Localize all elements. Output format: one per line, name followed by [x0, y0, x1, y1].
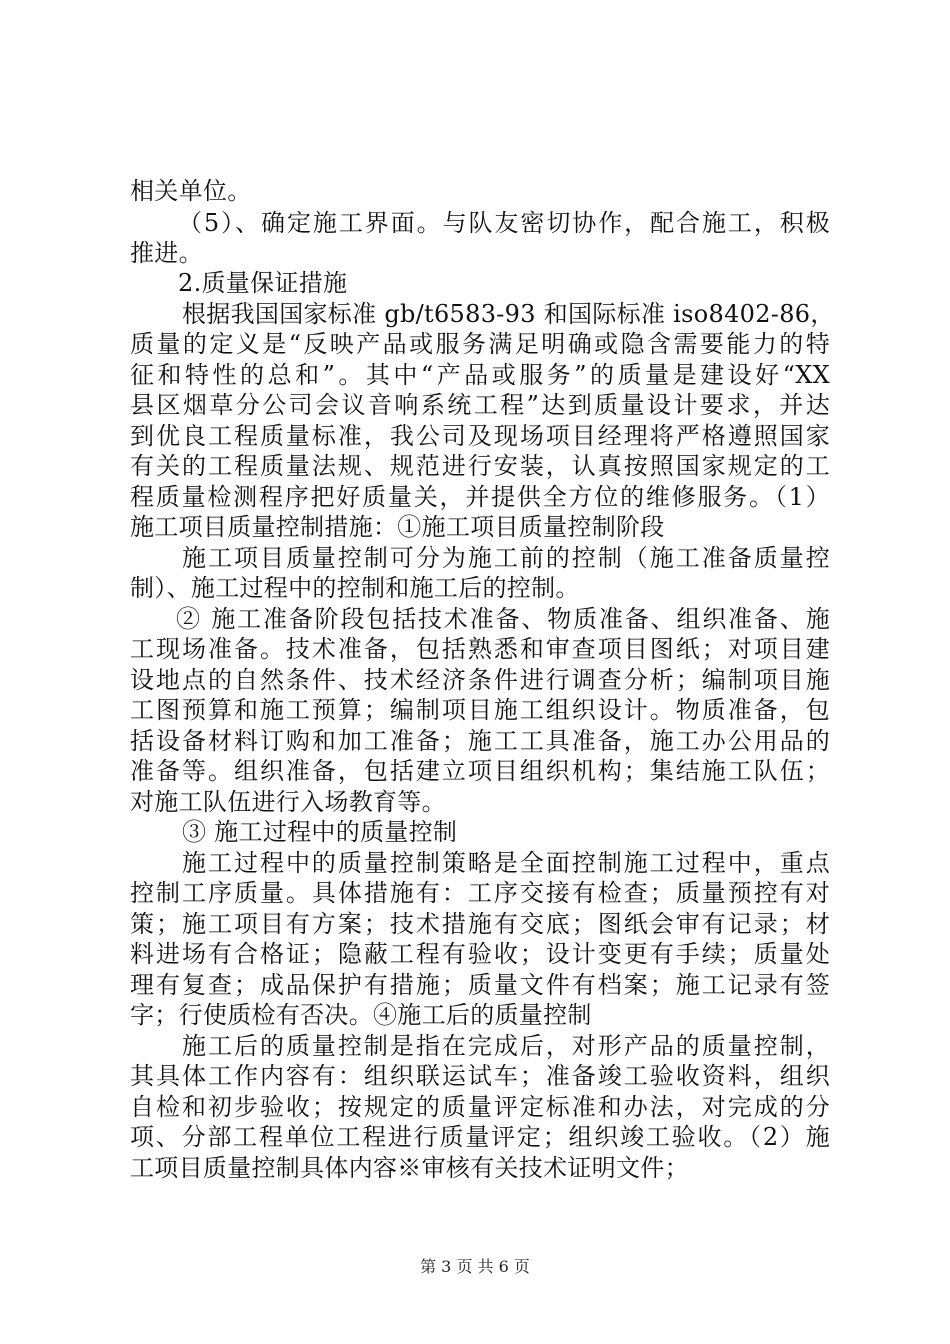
text-line: 对施工队伍进行入场教育等。: [130, 788, 446, 816]
text-line: 设地点的自然条件、技术经济条件进行调查分析；编制项目施: [130, 666, 830, 694]
text-line: 制）、施工过程中的控制和施工后的控制。: [130, 574, 580, 602]
text-line: 控制工序质量。具体措施有：工序交接有检查；质量预控有对: [130, 879, 830, 907]
text-line: ② 施工准备阶段包括技术准备、物质准备、组织准备、施: [176, 605, 830, 633]
text-line: 有关的工程质量法规、规范进行安装，认真按照国家规定的工: [130, 452, 830, 480]
text-line: 括设备材料订购和加工准备；施工工具准备，施工办公用品的: [130, 727, 830, 755]
text-line: 工图预算和施工预算；编制项目施工组织设计。物质准备，包: [130, 696, 830, 724]
text-line: 质量的定义是“反映产品或服务满足明确或隐含需要能力的特: [130, 330, 830, 358]
text-line: 推进。: [130, 239, 203, 267]
section-heading: ③ 施工过程中的质量控制: [182, 818, 458, 846]
text-line: 县区烟草分公司会议音响系统工程”达到质量设计要求，并达: [130, 391, 830, 419]
text-line: 施工项目质量控制可分为施工前的控制（施工准备质量控: [182, 544, 830, 572]
page-number-footer: 第 3 页 共 6 页: [420, 1257, 530, 1276]
text-line: 工项目质量控制具体内容※审核有关技术证明文件；: [130, 1154, 689, 1182]
text-line: （5）、确定施工界面。与队友密切协作，配合施工，积极: [178, 209, 830, 237]
text-line: 字；行使质检有否决。④施工后的质量控制: [130, 1001, 592, 1029]
text-line: 施工后的质量控制是指在完成后，对形产品的质量控制，: [182, 1032, 830, 1060]
text-line: 根据我国国家标准 gb/t6583-93 和国际标准 iso8402-86，: [182, 300, 835, 328]
text-line: 策；施工项目有方案；技术措施有交底；图纸会审有记录；材: [130, 910, 830, 938]
text-line: 到优良工程质量标准，我公司及现场项目经理将严格遵照国家: [130, 422, 830, 450]
text-line: 准备等。组织准备，包括建立项目组织机构；集结施工队伍；: [130, 757, 830, 785]
text-line: 程质量检测程序把好质量关，并提供全方位的维修服务。（1）: [130, 483, 830, 511]
text-line: 征和特性的总和”。其中“产品或服务”的质量是建设好“XX: [130, 361, 830, 389]
text-line: 其具体工作内容有：组织联运试车；准备竣工验收资料，组织: [130, 1062, 830, 1090]
text-line: 相关单位。: [130, 177, 252, 205]
text-line: 料进场有合格证；隐蔽工程有验收；设计变更有手续；质量处: [130, 940, 830, 968]
text-line: 施工过程中的质量控制策略是全面控制施工过程中，重点: [182, 849, 830, 877]
text-line: 自检和初步验收；按规定的质量评定标准和办法，对完成的分: [130, 1093, 830, 1121]
text-line: 项、分部工程单位工程进行质量评定；组织竣工验收。（2）施: [130, 1123, 830, 1151]
text-line: 工现场准备。技术准备，包括熟悉和审查项目图纸；对项目建: [130, 635, 830, 663]
text-line: 施工项目质量控制措施：①施工项目质量控制阶段: [130, 513, 665, 541]
text-line: 理有复查；成品保护有措施；质量文件有档案；施工记录有签: [130, 971, 830, 999]
section-heading: 2.质量保证措施: [178, 269, 348, 297]
